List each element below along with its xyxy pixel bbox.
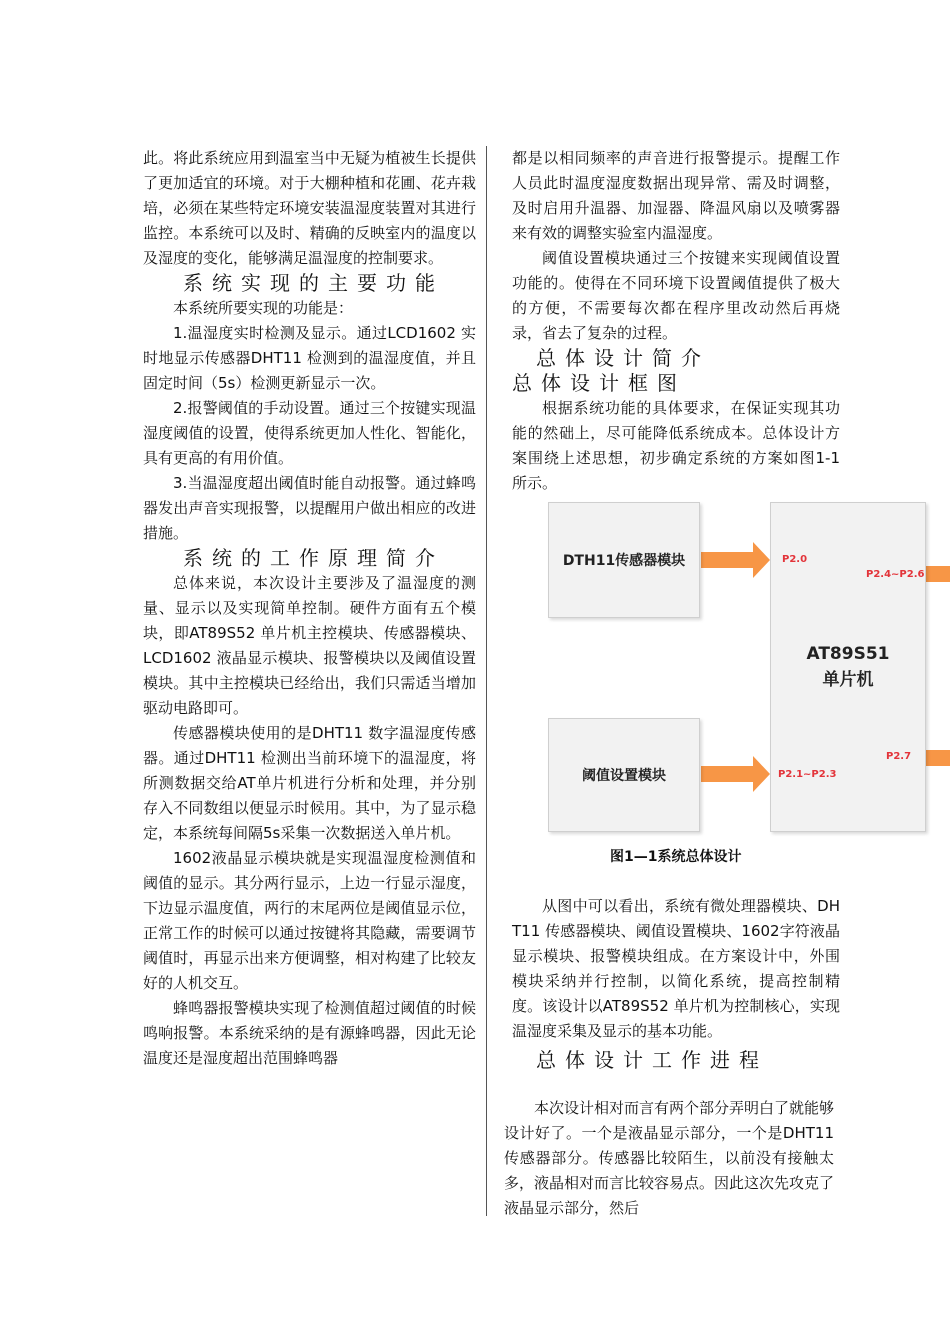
section-heading: 总体设计简介: [536, 346, 710, 370]
mcu-box: [770, 502, 926, 832]
figure-caption: 图1—1系统总体设计: [610, 849, 742, 865]
column-divider: [486, 146, 487, 1216]
arrow-mcu-to-alarm: [926, 750, 950, 766]
port-label-p27: P2.7: [886, 751, 912, 762]
right-column-bottom-text: [504, 1096, 834, 1221]
paragraph: 本系统所要实现的功能是：: [173, 299, 354, 317]
right-column-top: [512, 146, 840, 496]
paragraph: 都是以相同频率的声音进行报警提示。提醒工作人员此时温度湿度数据出现异常、需及时调整，及时启用升温器、加湿器、降温风扇以及喷雾器来有效的调整实验室内温湿度。: [512, 149, 840, 242]
paragraph: 1602液晶显示模块就是实现温湿度检测值和阈值的显示。其分两行显示，上边一行显示湿度，下边显示温度值，两行的末尾两位是阈值显示位，正常工作的时候可以通过按键将其隐藏，需要调节阈值时，再显示出来方便调整，相对构建了比较友好的人机交互。: [143, 849, 476, 992]
arrow-mcu-to-lcd: [926, 566, 950, 582]
section-heading: 系统的工作原理简介: [183, 546, 444, 570]
arrow-sensor-to-mcu: [701, 542, 770, 578]
paragraph: 此。将此系统应用到温室当中无疑为植被生长提供了更加适宜的环境。对于大棚种植和花圃、花卉栽培，必须在某些特定环境安装温湿度装置对其进行监控。本系统可以及时、精确的反映室内的温度以及湿度的变化，能够满足温湿度的控制要求。: [143, 149, 476, 267]
port-label-p20: P2.0: [782, 554, 808, 565]
mcu-label-model: AT89S51: [806, 644, 890, 664]
paragraph: 本次设计相对而言有两个部分弄明白了就能够设计好了。一个是液晶显示部分，一个是DHT11 传感器部分。传感器比较陌生，以前没有接触太多，液晶相对而言比较容易点。因此这次先攻克了液晶显示部分，然后: [504, 1099, 835, 1217]
right-column-bottom: [512, 894, 840, 1073]
port-label-p24: P2.4~P2.6: [866, 569, 925, 580]
paragraph: 蜂鸣器报警模块实现了检测值超过阈值的时候鸣响报警。本系统采纳的是有源蜂鸣器，因此无论温度还是湿度超出范围蜂鸣器: [143, 999, 476, 1067]
sensor-module-label: DTH11传感器模块: [562, 553, 686, 569]
threshold-module-label: 阈值设置模块: [582, 768, 666, 784]
arrow-threshold-to-mcu: [701, 756, 770, 792]
section-heading: 系统实现的主要功能: [183, 271, 444, 295]
paragraph: 根据系统功能的具体要求，在保证实现其功能的然础上，尽可能降低系统成本。总体设计方案围绕上述思想，初步确定系统的方案如图1-1 所示。: [512, 399, 840, 492]
mcu-label-name: 单片机: [822, 670, 874, 690]
paragraph: 从图中可以看出，系统有微处理器模块、DHT11 传感器模块、阈值设置模块、1602字符液晶显示模块、报警模块组成。在方案设计中，外围模块采纳并行控制，以简化系统，提高控制精度。该设计以AT89S52 单片机为控制核心，实现温湿度采集及显示的基本功能。: [512, 897, 840, 1040]
paragraph: 传感器模块使用的是DHT11 数字温湿度传感器。通过DHT11 检测出当前环境下的温湿度，将所测数据交给AT单片机进行分析和处理，并分别存入不同数组以便显示时候用。其中，为了显示稳定，本系统每间隔5s采集一次数据送入单片机。: [143, 724, 476, 842]
paragraph: 1.温湿度实时检测及显示。通过LCD1602 实时地显示传感器DHT11 检测到的温湿度值，并且固定时间（5s）检测更新显示一次。: [143, 324, 476, 392]
left-column: [143, 146, 476, 1071]
section-heading: 总体设计框图: [512, 371, 686, 395]
sensor-module-box: [548, 502, 700, 618]
paragraph: 阈值设置模块通过三个按键来实现阈值设置功能的。使得在不同环境下设置阈值提供了极大的方便，不需要每次都在程序里改动然后再烧录，省去了复杂的过程。: [512, 249, 840, 342]
section-heading: 总体设计工作进程: [536, 1048, 768, 1072]
paragraph: 3.当温湿度超出阈值时能自动报警。通过蜂鸣器发出声音实现报警，以提醒用户做出相应的改进措施。: [143, 474, 476, 542]
paragraph: 2.报警阈值的手动设置。通过三个按键实现温湿度阈值的设置，使得系统更加人性化、智能化，具有更高的有用价值。: [143, 399, 476, 467]
system-block-diagram: [548, 500, 950, 836]
threshold-module-box: [548, 718, 700, 832]
paragraph: 总体来说，本次设计主要涉及了温湿度的测量、显示以及实现简单控制。硬件方面有五个模块，即AT89S52 单片机主控模块、传感器模块、LCD1602 液晶显示模块、报警模块以及阈值设置模块。其中主控模块已经给出，我们只需适当增加驱动电路即可。: [143, 574, 476, 717]
port-label-p21: P2.1~P2.3: [778, 769, 837, 780]
